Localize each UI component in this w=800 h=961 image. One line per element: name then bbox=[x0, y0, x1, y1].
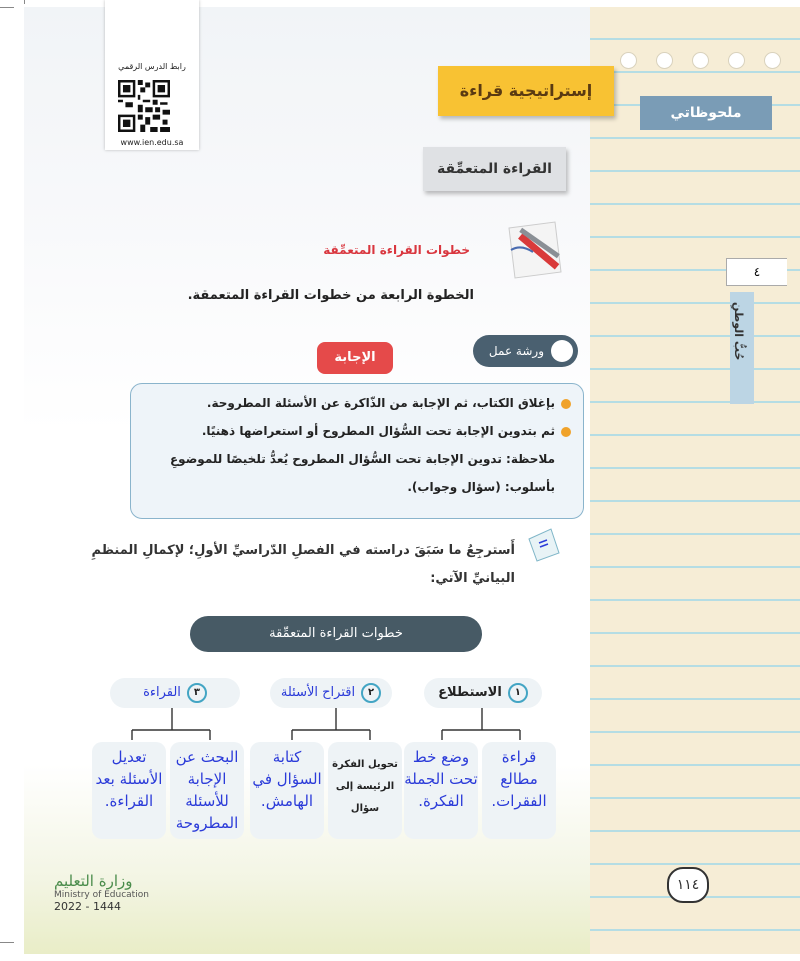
organizer-leaf: تعديل الأسئلة بعد القراءة. bbox=[92, 742, 166, 839]
recall-text: أَسترجِعُ ما سَبَقَ دراسته في الفصلِ الدّراسيِّ الأولِ؛ لإكمالِ المنظمِ البيانيِّ الآتي: bbox=[91, 543, 515, 586]
ministry-logo: وزارة التعليم Ministry of Education 2022 - 1444 bbox=[54, 872, 149, 913]
notes-label: ملحوظاتي bbox=[640, 96, 772, 130]
organizer-step-3: ٣القراءة bbox=[110, 678, 240, 708]
note-line: بأسلوب: (سؤال وجواب). bbox=[407, 480, 555, 494]
page-number: ١١٤ bbox=[667, 867, 709, 903]
organizer-step-1: ١الاستطلاع bbox=[424, 678, 542, 708]
steps-heading: خطوات القراءة المتعمِّقة bbox=[323, 243, 470, 257]
organizer-leaf: كتابة السؤال في الهامش. bbox=[250, 742, 324, 839]
answer-badge: الإجابة bbox=[317, 342, 393, 374]
chapter-tab[interactable]: حُبُّ الوطنِ bbox=[730, 292, 754, 404]
strategy-title: إستراتيجية قراءة bbox=[438, 66, 614, 116]
qr-caption: رابط الدرس الرقمي bbox=[118, 62, 186, 71]
note-line: ملاحظة: تدوين الإجابة تحت السُّؤال المطروح يُعدُّ تلخيصًا للموضوعِ bbox=[169, 452, 555, 466]
instruction-line: ثم بتدوين الإجابة تحت السُّؤال المطروح أو استعراضها ذهنيًا. bbox=[202, 424, 571, 438]
organizer-leaf: قراءة مطالع الفقرات. bbox=[482, 742, 556, 839]
organizer-title: خطوات القراءة المتعمِّقة bbox=[190, 616, 482, 652]
organizer-leaf: وضع خط تحت الجملة الفكرة. bbox=[404, 742, 478, 839]
fourth-step-text: الخطوة الرابعة من خطوات القراءة المتعمقة. bbox=[187, 288, 474, 303]
qr-url: www.ien.edu.sa bbox=[120, 138, 184, 147]
organizer-step-2: ٢اقتراح الأسئلة bbox=[270, 678, 392, 708]
organizer-leaf: تحويل الفكرة الرئيسة إلى سؤال bbox=[328, 742, 402, 839]
chapter-number: ٤ bbox=[726, 258, 787, 286]
organizer-leaf: البحث عن الإجابة للأسئلة المطروحة bbox=[170, 742, 244, 839]
workshop-label: ورشة عمل bbox=[488, 344, 544, 358]
lesson-subtitle: القراءة المتعمِّقة bbox=[423, 147, 566, 191]
instruction-line: بإغلاق الكتاب، ثم الإجابة من الذّاكرة عن الأسئلة المطروحة. bbox=[207, 396, 571, 410]
